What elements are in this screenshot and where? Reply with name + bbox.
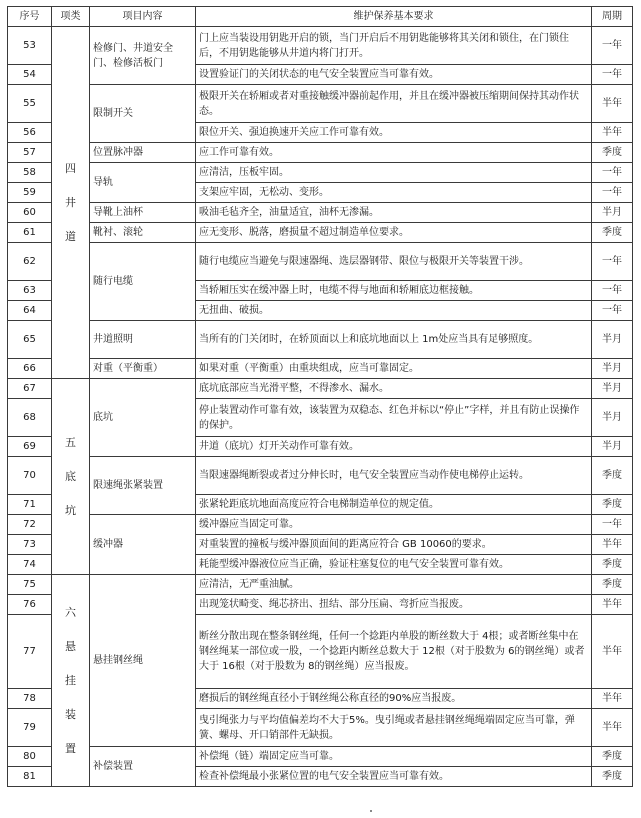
item-guide-rail: 导轨 <box>90 163 196 203</box>
table-row <box>8 379 633 399</box>
row-no: 70 <box>8 457 52 495</box>
row-no: 72 <box>8 515 52 535</box>
row-no: 74 <box>8 555 52 575</box>
row-no: 78 <box>8 689 52 709</box>
row-requirement: 随行电缆应当避免与限速器绳、选层器钢带、限位与极限开关等装置干涉。 <box>196 243 592 281</box>
row-no: 56 <box>8 123 52 143</box>
row-no: 68 <box>8 399 52 437</box>
table-row <box>8 359 633 379</box>
row-no: 60 <box>8 203 52 223</box>
row-requirement: 曳引绳张力与平均值偏差均不大于5%。曳引绳或者悬挂钢丝绳绳端固定应当可靠，弹簧、螺母、开口销部件无缺损。 <box>196 709 592 747</box>
row-requirement: 极限开关在轿厢或者对重接触缓冲器前起作用，并且在缓冲器被压缩期间保持其动作状态。 <box>196 85 592 123</box>
item-governor-tensioner: 限速绳张紧装置 <box>90 457 196 515</box>
row-period: 一年 <box>592 301 633 321</box>
item-shaft-doors: 检修门、井道安全门、检修活板门 <box>90 27 196 85</box>
row-no: 62 <box>8 243 52 281</box>
table-row <box>8 85 633 123</box>
header-requirement: 维护保养基本要求 <box>196 7 592 27</box>
row-period: 一年 <box>592 27 633 65</box>
row-period: 一年 <box>592 65 633 85</box>
header-item: 项目内容 <box>90 7 196 27</box>
row-period: 半年 <box>592 689 633 709</box>
row-requirement: 缓冲器应当固定可靠。 <box>196 515 592 535</box>
row-requirement: 当轿厢压实在缓冲器上时，电缆不得与地面和轿厢底边框接触。 <box>196 281 592 301</box>
row-requirement: 张紧轮距底坑地面高度应符合电梯制造单位的规定值。 <box>196 495 592 515</box>
row-no: 80 <box>8 747 52 767</box>
row-requirement: 应清洁，压板牢固。 <box>196 163 592 183</box>
row-requirement: 当所有的门关闭时，在轿顶面以上和底坑地面以上 1m处应当具有足够照度。 <box>196 321 592 359</box>
item-shaft-lighting: 井道照明 <box>90 321 196 359</box>
row-no: 59 <box>8 183 52 203</box>
table-row <box>8 515 633 535</box>
row-requirement: 检查补偿绳最小张紧位置的电气安全装置应当可靠有效。 <box>196 767 592 787</box>
row-requirement: 断丝分散出现在整条钢丝绳，任何一个捻距内单股的断丝数大于 4根；或者断丝集中在钢丝绳某一部位或一股，一个捻距内断丝总数大于 12根（对于股数为 6的钢丝绳）或者大于 16根（对于股数为 8的钢丝绳）应当报废。 <box>196 615 592 689</box>
table-row <box>8 27 633 65</box>
category-shaft: 四 井 道 <box>52 27 90 379</box>
row-no: 58 <box>8 163 52 183</box>
header-category: 项类 <box>52 7 90 27</box>
row-period: 季度 <box>592 223 633 243</box>
row-period: 半年 <box>592 709 633 747</box>
row-period: 一年 <box>592 515 633 535</box>
category-pit: 五 底 坑 <box>52 379 90 575</box>
row-requirement: 对重装置的撞板与缓冲器顶面间的距离应符合 GB 10060的要求。 <box>196 535 592 555</box>
row-no: 75 <box>8 575 52 595</box>
table-row <box>8 243 633 281</box>
row-period: 半年 <box>592 595 633 615</box>
row-requirement: 磨损后的钢丝绳直径小于钢丝绳公称直径的90%应当报废。 <box>196 689 592 709</box>
row-period: 半月 <box>592 399 633 437</box>
table-row <box>8 747 633 767</box>
row-no: 65 <box>8 321 52 359</box>
row-requirement: 如果对重（平衡重）由重块组成，应当可靠固定。 <box>196 359 592 379</box>
item-wire-rope: 悬挂钢丝绳 <box>90 575 196 747</box>
row-period: 季度 <box>592 747 633 767</box>
header-period: 周期 <box>592 7 633 27</box>
row-period: 一年 <box>592 281 633 301</box>
table-row <box>8 321 633 359</box>
row-no: 64 <box>8 301 52 321</box>
row-period: 半月 <box>592 379 633 399</box>
row-period: 季度 <box>592 143 633 163</box>
row-period: 季度 <box>592 457 633 495</box>
table-row <box>8 203 633 223</box>
row-period: 半年 <box>592 85 633 123</box>
row-period: 半月 <box>592 321 633 359</box>
scan-dot <box>370 810 372 812</box>
row-requirement: 限位开关、强迫换速开关应工作可靠有效。 <box>196 123 592 143</box>
row-no: 69 <box>8 437 52 457</box>
row-period: 季度 <box>592 495 633 515</box>
item-buffer: 缓冲器 <box>90 515 196 575</box>
table-row <box>8 223 633 243</box>
row-requirement: 应无变形、脱落，磨损量不超过制造单位要求。 <box>196 223 592 243</box>
row-no: 81 <box>8 767 52 787</box>
row-requirement: 支架应牢固，无松动、变形。 <box>196 183 592 203</box>
row-requirement: 当限速器绳断裂或者过分伸长时，电气安全装置应当动作使电梯停止运转。 <box>196 457 592 495</box>
row-requirement: 耗能型缓冲器液位应当正确，验证柱塞复位的电气安全装置可靠有效。 <box>196 555 592 575</box>
row-period: 半年 <box>592 615 633 689</box>
row-no: 67 <box>8 379 52 399</box>
row-requirement: 补偿绳（链）端固定应当可靠。 <box>196 747 592 767</box>
row-period: 一年 <box>592 163 633 183</box>
row-no: 63 <box>8 281 52 301</box>
row-no: 73 <box>8 535 52 555</box>
row-no: 61 <box>8 223 52 243</box>
item-oil-cup: 导靴上油杯 <box>90 203 196 223</box>
row-requirement: 停止装置动作可靠有效，该装置为双稳态、红色并标以“停止”字样，并且有防止误操作的保护。 <box>196 399 592 437</box>
row-no: 79 <box>8 709 52 747</box>
row-no: 53 <box>8 27 52 65</box>
row-no: 55 <box>8 85 52 123</box>
row-period: 半月 <box>592 359 633 379</box>
row-requirement: 出现笼状畸变、绳芯挤出、扭结、部分压扁、弯折应当报废。 <box>196 595 592 615</box>
row-requirement: 应清洁，无严重油腻。 <box>196 575 592 595</box>
row-period: 季度 <box>592 767 633 787</box>
row-period: 一年 <box>592 183 633 203</box>
item-travel-cable: 随行电缆 <box>90 243 196 321</box>
maintenance-table <box>7 6 633 787</box>
row-period: 一年 <box>592 243 633 281</box>
row-no: 57 <box>8 143 52 163</box>
item-pit: 底坑 <box>90 379 196 457</box>
row-no: 76 <box>8 595 52 615</box>
row-period: 半月 <box>592 437 633 457</box>
item-shoe-roller: 靴衬、滚轮 <box>90 223 196 243</box>
row-requirement: 井道（底坑）灯开关动作可靠有效。 <box>196 437 592 457</box>
item-position-pulse: 位置脉冲器 <box>90 143 196 163</box>
header-row <box>8 7 633 27</box>
row-requirement: 吸油毛毡齐全，油量适宜，油杯无渗漏。 <box>196 203 592 223</box>
table-row <box>8 575 633 595</box>
row-no: 66 <box>8 359 52 379</box>
row-no: 54 <box>8 65 52 85</box>
header-no: 序号 <box>8 7 52 27</box>
row-requirement: 底坑底部应当光滑平整，不得渗水、漏水。 <box>196 379 592 399</box>
row-requirement: 应工作可靠有效。 <box>196 143 592 163</box>
row-period: 季度 <box>592 555 633 575</box>
table-row <box>8 143 633 163</box>
row-period: 半年 <box>592 535 633 555</box>
item-limit-switch: 限制开关 <box>90 85 196 143</box>
row-period: 季度 <box>592 575 633 595</box>
row-requirement: 设置验证门的关闭状态的电气安全装置应当可靠有效。 <box>196 65 592 85</box>
category-suspension: 六 悬 挂 装 置 <box>52 575 90 787</box>
row-period: 半年 <box>592 123 633 143</box>
row-requirement: 门上应当装设用钥匙开启的锁，当门开启后不用钥匙能够将其关闭和锁住，在门锁住后，不用钥匙能够从井道内将门打开。 <box>196 27 592 65</box>
row-requirement: 无扭曲、破损。 <box>196 301 592 321</box>
row-no: 71 <box>8 495 52 515</box>
item-counterweight: 对重（平衡重） <box>90 359 196 379</box>
table-row <box>8 163 633 183</box>
item-compensation: 补偿装置 <box>90 747 196 787</box>
table-row <box>8 457 633 495</box>
row-period: 半月 <box>592 203 633 223</box>
row-no: 77 <box>8 615 52 689</box>
